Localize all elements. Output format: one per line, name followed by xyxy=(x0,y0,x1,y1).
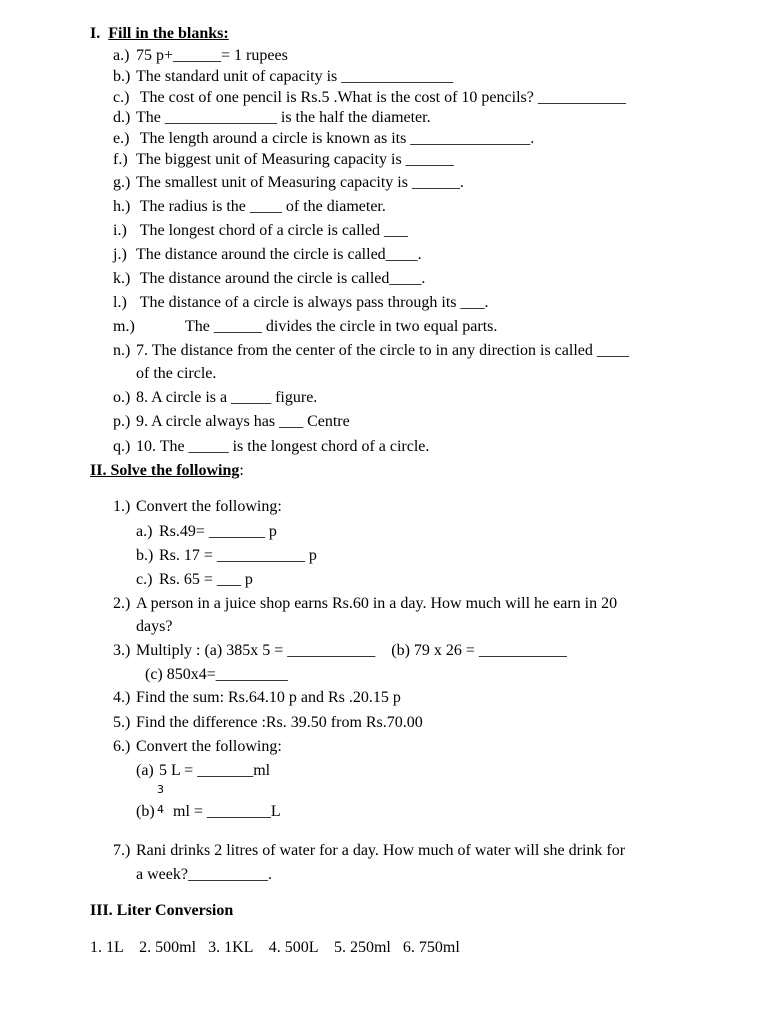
item-label: g.) xyxy=(113,174,131,191)
solve-item xyxy=(136,570,253,590)
item-label: n.) xyxy=(113,342,131,359)
item-text: The distance of a circle is always pass through its ___. xyxy=(136,294,489,311)
item-text: Rani drinks 2 litres of water for a day. How much of water will she drink for xyxy=(136,842,626,859)
item-label: k.) xyxy=(113,270,131,287)
item-text: Find the difference :Rs. 39.50 from Rs.70.00 xyxy=(136,714,423,731)
item-text: 9. A circle always has ___ Centre xyxy=(136,413,350,430)
item-text: The distance around the circle is called____. xyxy=(136,270,426,287)
item-text: The length around a circle is known as its _______________. xyxy=(136,130,535,147)
fill-blank-item xyxy=(136,364,216,384)
item-label: o.) xyxy=(113,389,131,406)
item-label: 3.) xyxy=(113,642,131,659)
fill-blank-item xyxy=(113,317,497,337)
item-label: p.) xyxy=(113,413,131,430)
fill-blank-item xyxy=(113,269,425,289)
solve-item xyxy=(136,761,270,781)
item-text: The biggest unit of Measuring capacity is ______ xyxy=(136,151,454,168)
item-text: 7. The distance from the center of the circle to in any direction is called ____ xyxy=(136,342,629,359)
fill-blank-item xyxy=(113,129,534,149)
solve-item xyxy=(136,522,277,542)
section-2-colon: : xyxy=(239,462,244,479)
fill-blank-item xyxy=(113,437,429,457)
item-text: Rs. 17 = ___________ p xyxy=(159,547,317,564)
solve-item xyxy=(113,497,282,517)
item-label: j.) xyxy=(113,246,127,263)
item-text: The radius is the ____ of the diameter. xyxy=(136,198,386,215)
item-text: (c) 850x4=_________ xyxy=(145,666,288,683)
item-label: 5.) xyxy=(113,714,131,731)
solve-item xyxy=(113,737,282,757)
item-text: The distance around the circle is called____. xyxy=(136,246,422,263)
solve-item xyxy=(113,641,567,661)
item-text: days? xyxy=(136,618,173,635)
section-1-heading xyxy=(90,24,229,44)
fill-blank-item xyxy=(113,293,489,313)
item-text: A person in a juice shop earns Rs.60 in a day. How much will he earn in 20 xyxy=(136,595,618,612)
section-2-number: II. xyxy=(90,462,107,479)
fill-blank-item xyxy=(113,108,431,128)
fill-blank-item xyxy=(113,221,408,241)
item-label: c.) xyxy=(113,89,130,106)
item-label: m.) xyxy=(113,318,135,335)
item-label: (a) xyxy=(136,762,154,779)
item-text: 10. The _____ is the longest chord of a circle. xyxy=(136,438,430,455)
fill-blank-item xyxy=(113,388,317,408)
item-label: b.) xyxy=(113,68,131,85)
item-label: d.) xyxy=(113,109,131,126)
fraction-denominator: 4 xyxy=(157,803,164,816)
item-label: a.) xyxy=(113,47,130,64)
item-text: Find the sum: Rs.64.10 p and Rs .20.15 p xyxy=(136,689,401,706)
solve-item xyxy=(136,546,317,566)
fill-blank-item xyxy=(113,88,626,108)
item-text: The standard unit of capacity is ______________ xyxy=(136,68,454,85)
solve-item xyxy=(113,594,617,614)
fill-blank-item xyxy=(113,46,288,66)
section-1-title: Fill in the blanks: xyxy=(108,25,229,42)
item-label: 6.) xyxy=(113,738,131,755)
item-label: f.) xyxy=(113,151,128,168)
fill-blank-item xyxy=(113,150,454,170)
section-1-number: I. xyxy=(90,25,101,42)
solve-item xyxy=(136,617,172,637)
item-text: Rs. 65 = ___ p xyxy=(159,571,253,588)
item-text: ml = ________L xyxy=(169,803,281,820)
solve-item xyxy=(136,865,272,885)
item-label: 4.) xyxy=(113,689,131,706)
section-2-title: Solve the following xyxy=(110,462,240,479)
solve-item xyxy=(113,841,625,861)
fill-blank-item xyxy=(113,173,464,193)
fill-blank-item xyxy=(113,197,386,217)
item-label: l.) xyxy=(113,294,127,311)
item-label: 7.) xyxy=(113,842,131,859)
item-text: The ______________ is the half the diameter. xyxy=(136,109,431,126)
fraction-numerator: 3 xyxy=(157,783,164,796)
liter-conversion-items: 1. 1L 2. 500ml 3. 1KL 4. 500L 5. 250ml 6. 750ml xyxy=(90,939,460,956)
item-text: of the circle. xyxy=(136,365,217,382)
solve-item xyxy=(113,713,423,733)
item-label: b.) xyxy=(136,547,154,564)
fill-blank-item xyxy=(113,67,453,87)
item-text: The longest chord of a circle is called ___ xyxy=(136,222,409,239)
fill-blank-item xyxy=(113,341,629,361)
item-label: i.) xyxy=(113,222,127,239)
fill-blank-item xyxy=(113,245,422,265)
section-3-heading: III. Liter Conversion xyxy=(90,902,234,919)
item-text: Rs.49= _______ p xyxy=(159,523,277,540)
section-2-heading xyxy=(90,461,244,481)
item-text: a week?__________. xyxy=(136,866,272,883)
item-text: 5 L = _______ml xyxy=(159,762,271,779)
item-text: 75 p+______= 1 rupees xyxy=(136,47,288,64)
item-text: The smallest unit of Measuring capacity is ______. xyxy=(136,174,464,191)
item-text: Multiply : (a) 385x 5 = ___________ (b) 79 x 26 = ___________ xyxy=(136,642,567,659)
solve-item xyxy=(145,665,288,685)
item-label: c.) xyxy=(136,571,153,588)
item-label: (b) xyxy=(136,803,155,820)
item-label: e.) xyxy=(113,130,130,147)
item-label: 2.) xyxy=(113,595,131,612)
item-text: Convert the following: xyxy=(136,498,282,515)
item-label: a.) xyxy=(136,523,153,540)
item-text: 8. A circle is a _____ figure. xyxy=(136,389,318,406)
item-text: Convert the following: xyxy=(136,738,282,755)
fill-blank-item xyxy=(113,412,350,432)
item-label: q.) xyxy=(113,438,131,455)
item-text: The ______ divides the circle in two equal parts. xyxy=(185,318,498,335)
item-text: The cost of one pencil is Rs.5 .What is the cost of 10 pencils? ___________ xyxy=(136,89,626,106)
item-label: 1.) xyxy=(113,498,131,515)
solve-item xyxy=(113,688,401,708)
item-label: h.) xyxy=(113,198,131,215)
